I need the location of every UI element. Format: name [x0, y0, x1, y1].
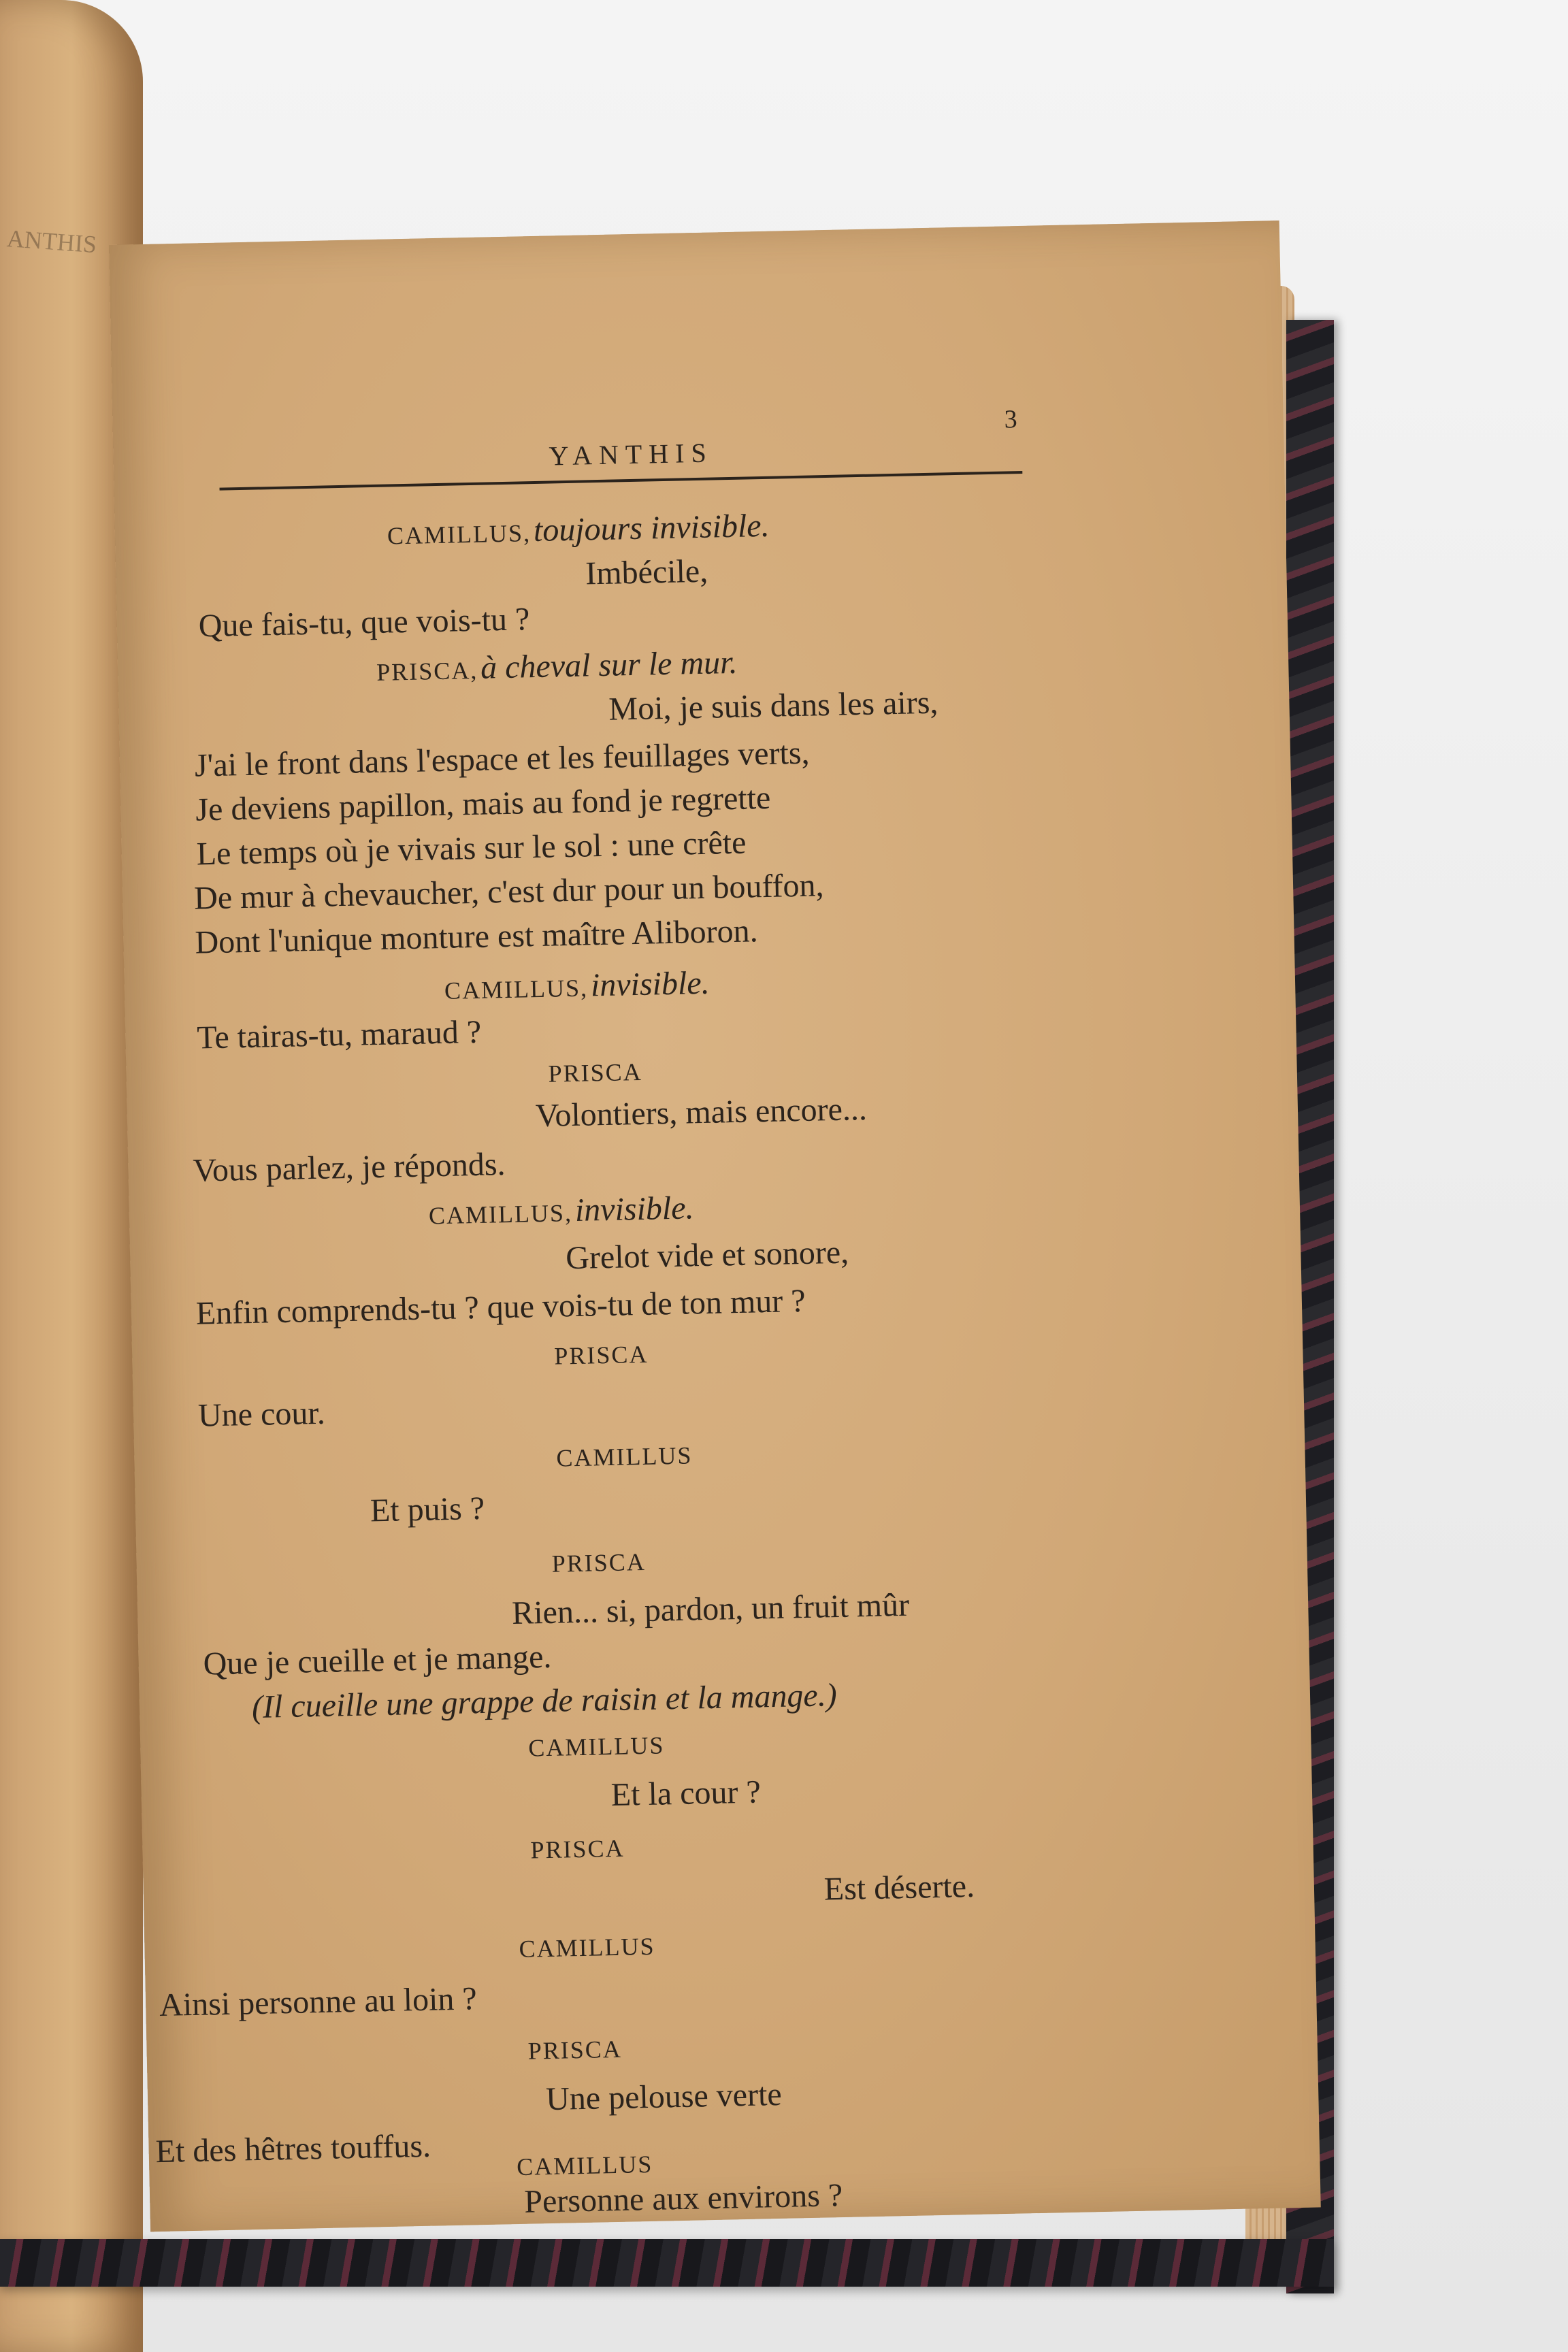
verse-line: Que fais-tu, que vois-tu ?	[198, 601, 530, 644]
speaker-name: CAMILLUS	[527, 1731, 665, 1762]
verse-line: Et puis ?	[370, 1490, 485, 1529]
speaker-name: PRISCA	[527, 2035, 623, 2065]
verse-line: Une pelouse verte	[545, 2076, 783, 2118]
page-number: 3	[1004, 405, 1018, 434]
verse-line: Le temps où je vivais sur le sol : une crête	[196, 824, 747, 872]
speaker-name: CAMILLUS	[556, 1441, 693, 1472]
speaker-line	[428, 1189, 694, 1232]
verse-line: Et des hêtres touffus.	[155, 2127, 431, 2170]
speaker-name: PRISCA	[530, 1834, 625, 1864]
stage-direction: invisible.	[590, 964, 710, 1004]
speaker-name: PRISCA	[551, 1548, 647, 1578]
verse-line: Et la cour ?	[610, 1774, 762, 1814]
verse-line: Que je cueille et je mange.	[203, 1638, 552, 1682]
verse-line: Imbécile,	[585, 553, 708, 592]
speaker-name: CAMILLUS,	[428, 1199, 573, 1230]
marbled-cover-bottom	[0, 2239, 1334, 2287]
stage-direction: toujours invisible.	[533, 507, 770, 549]
stage-direction: invisible.	[574, 1190, 695, 1228]
speaker-line	[444, 964, 710, 1007]
header-rule	[220, 471, 1023, 491]
verse-line: Est déserte.	[823, 1867, 975, 1908]
verse-line: J'ai le front dans l'espace et les feuillages verts,	[194, 734, 811, 784]
verse-line: Dont l'unique monture est maître Aliboron.	[194, 913, 759, 961]
speaker-line	[387, 507, 770, 553]
verse-line: Moi, je suis dans les airs,	[608, 684, 938, 728]
verse-line: De mur à chevaucher, c'est dur pour un bouffon,	[193, 867, 825, 917]
speaker-name: PRISCA,	[376, 656, 478, 686]
verse-line: Te tairas-tu, maraud ?	[196, 1013, 482, 1056]
verse-line: Ainsi personne au loin ?	[159, 1980, 478, 2024]
speaker-name: CAMILLUS,	[444, 974, 589, 1004]
verse-line: Rien... si, pardon, un fruit mûr	[511, 1586, 910, 1632]
speaker-name: CAMILLUS	[516, 2150, 653, 2181]
speaker-name: PRISCA	[553, 1340, 649, 1370]
verse-line: Personne aux environs ?	[523, 2177, 843, 2220]
verse-line: Volontiers, mais encore...	[535, 1090, 868, 1134]
left-page-text: ANTHIS	[5, 225, 98, 259]
speaker-name: CAMILLUS	[519, 1932, 655, 1963]
speaker-line	[376, 644, 738, 689]
speaker-name: CAMILLUS,	[387, 519, 532, 550]
verse-line: Enfin comprends-tu ? que vois-tu de ton mur ?	[195, 1282, 806, 1332]
book-page	[109, 220, 1321, 2232]
verse-line: Vous parlez, je réponds.	[192, 1146, 506, 1189]
verse-line: Grelot vide et sonore,	[565, 1234, 849, 1277]
verse-line: Une cour.	[197, 1394, 326, 1434]
running-head-title: YANTHIS	[549, 437, 714, 472]
speaker-name: PRISCA	[548, 1058, 643, 1088]
stage-direction: (Il cueille une grappe de raisin et la mange.)	[251, 1677, 838, 1726]
verse-line: Je deviens papillon, mais au fond je regrette	[195, 779, 771, 828]
stage-direction: à cheval sur le mur.	[480, 644, 738, 686]
